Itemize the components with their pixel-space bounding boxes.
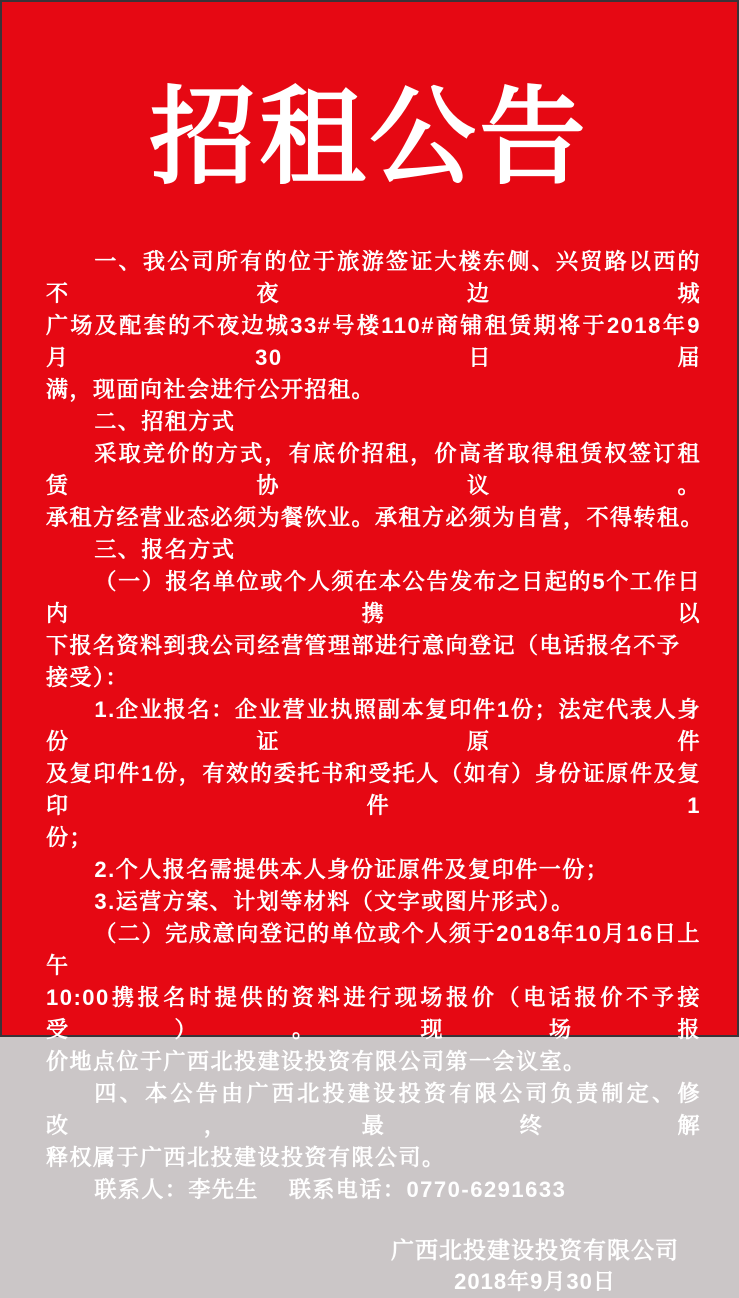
body-line: 广场及配套的不夜边城33#号楼110#商铺租赁期将于2018年9月30日届 xyxy=(46,312,701,370)
body-line: （一）报名单位或个人须在本公告发布之日起的5个工作日内携以 xyxy=(46,568,701,626)
body-line: 满，现面向社会进行公开招租。 xyxy=(46,376,376,402)
body-line: 及复印件1份，有效的委托书和受托人（如有）身份证原件及复印件1 xyxy=(46,760,701,818)
body-line: 2.个人报名需提供本人身份证原件及复印件一份； xyxy=(94,856,610,882)
page-title: 招租公告 xyxy=(149,74,590,199)
contact-phone: 0770-6291633 xyxy=(406,1176,567,1202)
body-line: 1.企业报名：企业营业执照副本复印件1份；法定代表人身份证原件 xyxy=(46,696,701,754)
body-line: 下报名资料到我公司经营管理部进行意向登记（电话报名不予接受）： xyxy=(46,632,681,690)
signature-block xyxy=(391,1234,679,1298)
signature-date: 2018年9月30日 xyxy=(454,1268,616,1294)
body-line: 10:00携报名时提供的资料进行现场报价（电话报价不予接受）。现场报 xyxy=(46,984,701,1042)
contact-phone-label: 联系电话： xyxy=(288,1176,407,1202)
body-line: 四、本公告由广西北投建设投资有限公司负责制定、修改，最终解 xyxy=(46,1080,701,1138)
contact-person: 李先生 xyxy=(188,1176,259,1202)
contact-person-label: 联系人： xyxy=(94,1176,189,1202)
body-line: 3.运营方案、计划等材料（文字或图片形式）。 xyxy=(94,888,575,914)
section-heading-rental-method: 二、招租方式 xyxy=(94,408,236,434)
body-line: 份； xyxy=(46,824,94,850)
body-line: （二）完成意向登记的单位或个人须于2018年10月16日上午 xyxy=(46,920,701,978)
body-line: 采取竞价的方式，有底价招租，价高者取得租赁权签订租赁协议。 xyxy=(46,440,701,498)
section-heading-registration: 三、报名方式 xyxy=(94,536,236,562)
body-line: 释权属于广西北投建设投资有限公司。 xyxy=(46,1144,446,1170)
body-line: 价地点位于广西北投建设投资有限公司第一会议室。 xyxy=(46,1048,587,1074)
signature-company: 广西北投建设投资有限公司 xyxy=(391,1236,679,1263)
contact-line xyxy=(46,1174,701,1206)
announcement-body xyxy=(46,246,705,1206)
body-line: 一、我公司所有的位于旅游签证大楼东侧、兴贸路以西的不夜边城 xyxy=(46,248,701,306)
body-line: 承租方经营业态必须为餐饮业。承租方必须为自营，不得转租。 xyxy=(46,504,705,530)
